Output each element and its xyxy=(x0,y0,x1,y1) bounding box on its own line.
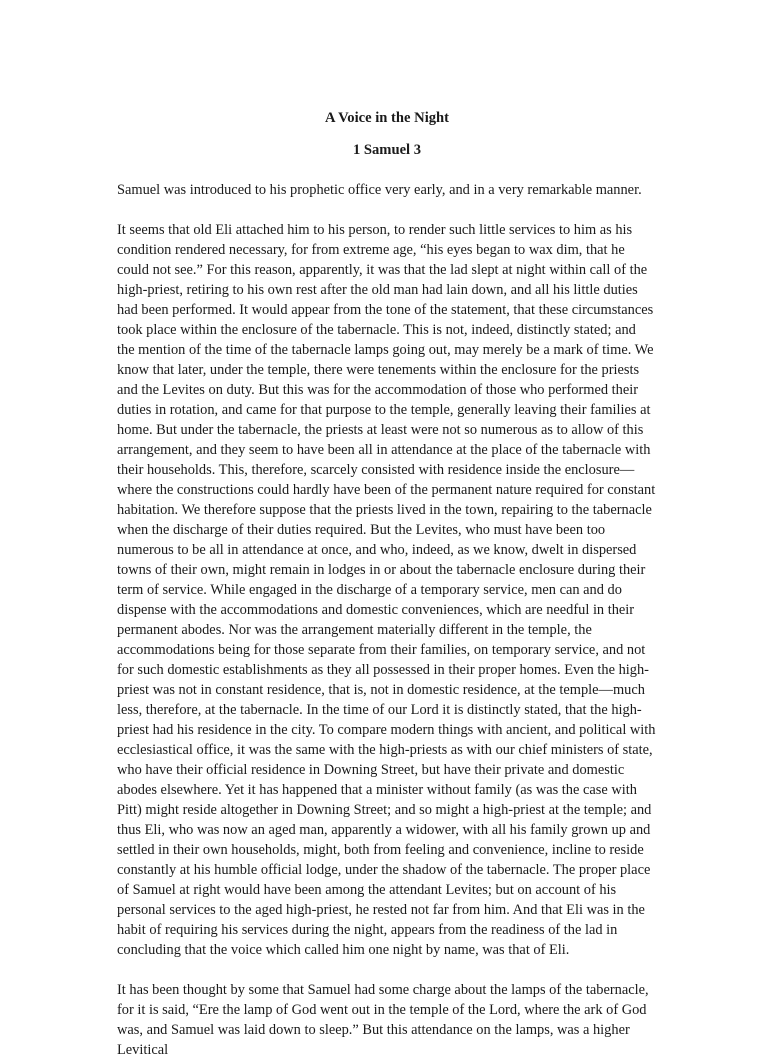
paragraph-lamps: It has been thought by some that Samuel had some charge about the lamps of the tabernacle, for it is said, “Ere the lamp of God went out in the temple of the Lord, where the ark of God was, and Samuel was laid down to sleep.” But this attendance on the lamps, was a higher Levitical xyxy=(117,982,649,1058)
document-subtitle: 1 Samuel 3 xyxy=(352,142,422,158)
paragraph-eli-residence: It seems that old Eli attached him to his person, to render such little services to him as his condition rendered necessary, for from extreme age, “his eyes began to wax dim, that he could not see.” For this reason, apparently, it was that the lad slept at night within call of the high-priest, retiring to his own rest after the old man had lain down, and all his little duties had been performed. It would appear from the tone of the statement, that these circumstances took place within the enclosure of the tabernacle. This is not, indeed, distinctly stated; and the mention of the time of the tabernacle lamps going out, may merely be a mark of time. We know that later, under the temple, there were tenements within the enclosure for the priests and the Levites on duty. But this was for the accommodation of those who performed their duties in rotation, and came for that purpose to the temple, generally leaving their families at home. But under the tabernacle, the priests at least were not so numerous as to allow of this arrangement, and they seem to have been all in attendance at the place of the tabernacle with their households. This, therefore, scarcely consisted with residence inside the enclosure—where the constructions could hardly have been of the permanent nature required for constant habitation. We therefore suppose that the priests lived in the town, repairing to the tabernacle when the discharge of their duties required. But the Levites, who must have been too numerous to be all in attendance at once, and who, indeed, as we know, dwelt in dispersed towns of their own, might remain in lodges in or about the tabernacle enclosure during their term of service. While engaged in the discharge of a temporary service, men can and do dispense with the accommodations and domestic conveniences, which are needful in their permanent abodes. Nor was the arrangement materially different in the temple, the accommodations being for those separate from their families, on temporary service, and not for such domestic establishments as they all possessed in their proper homes. Even the high-priest was not in constant residence, that is, not in domestic residence, at the temple—much less, therefore, at the tabernacle. In the time of our Lord it is distinctly stated, that the high-priest had his residence in the city. To compare modern things with ancient, and political with ecclesiastical office, it was the same with the high-priests as with our chief ministers of state, who have their official residence in Downing Street, but have their private and domestic abodes elsewhere. Yet it has happened that a minister without family (as was the case with Pitt) might reside altogether in Downing Street; and so might a high-priest at the temple; and thus Eli, who was now an aged man, apparently a widower, with all his family grown up and settled in their own households, might, both from feeling and convenience, incline to reside constantly at his humble official lodge, under the shadow of the tabernacle. The proper place of Samuel at right would have been among the attendant Levites; but on account of his personal services to the aged high-priest, he rested not far from him. And that Eli was in the habit of requiring his services during the night, appears from the readiness of the lad in concluding that the voice which called him one night by name, was that of Eli. xyxy=(117,222,656,958)
paragraph-intro: Samuel was introduced to his prophetic office very early, and in a very remarkable manner. xyxy=(117,182,642,198)
document-page xyxy=(117,108,657,1060)
document-title: A Voice in the Night xyxy=(324,110,450,126)
